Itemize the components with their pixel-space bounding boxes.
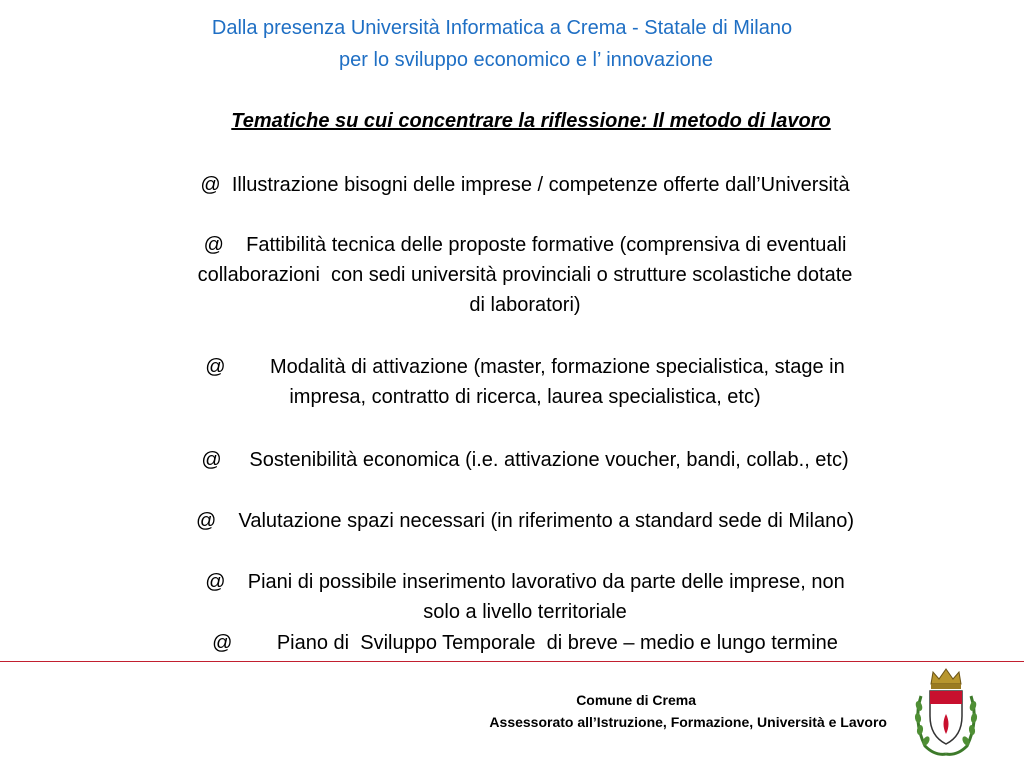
list-item: @ Illustrazione bisogni delle imprese / competenze offerte dall’Università — [200, 174, 850, 196]
list-item: @ Piano di Sviluppo Temporale di breve – medio e lungo termine — [212, 632, 838, 654]
list-item: @ Modalità di attivazione (master, formazione specialistica, stage in impresa, contratto di ricerca, laurea specialistica, etc) — [205, 356, 845, 408]
footer-divider — [0, 661, 1024, 662]
title-line-2: per lo sviluppo economico e l’ innovazione — [339, 49, 713, 71]
title-line-1: Dalla presenza Università Informatica a Crema - Statale di Milano — [211, 17, 793, 39]
footer-department: Assessorato all’Istruzione, Formazione, Università e Lavoro — [489, 714, 887, 730]
list-item: @ Valutazione spazi necessari (in riferimento a standard sede di Milano) — [195, 510, 855, 532]
list-item: @ Sostenibilità economica (i.e. attivazione voucher, bandi, collab., etc) — [201, 449, 849, 471]
crema-coat-of-arms-icon — [911, 666, 981, 758]
section-heading: Tematiche su cui concentrare la riflessione: Il metodo di lavoro — [231, 110, 831, 132]
list-item: @ Piani di possibile inserimento lavorativo da parte delle imprese, non solo a livello territoriale — [205, 571, 845, 623]
footer-municipality: Comune di Crema — [576, 692, 696, 708]
list-item: @ Fattibilità tecnica delle proposte formative (comprensiva di eventuali collaborazioni con sedi università provinciali o strutture scolastiche dotate di laboratori) — [197, 234, 853, 316]
